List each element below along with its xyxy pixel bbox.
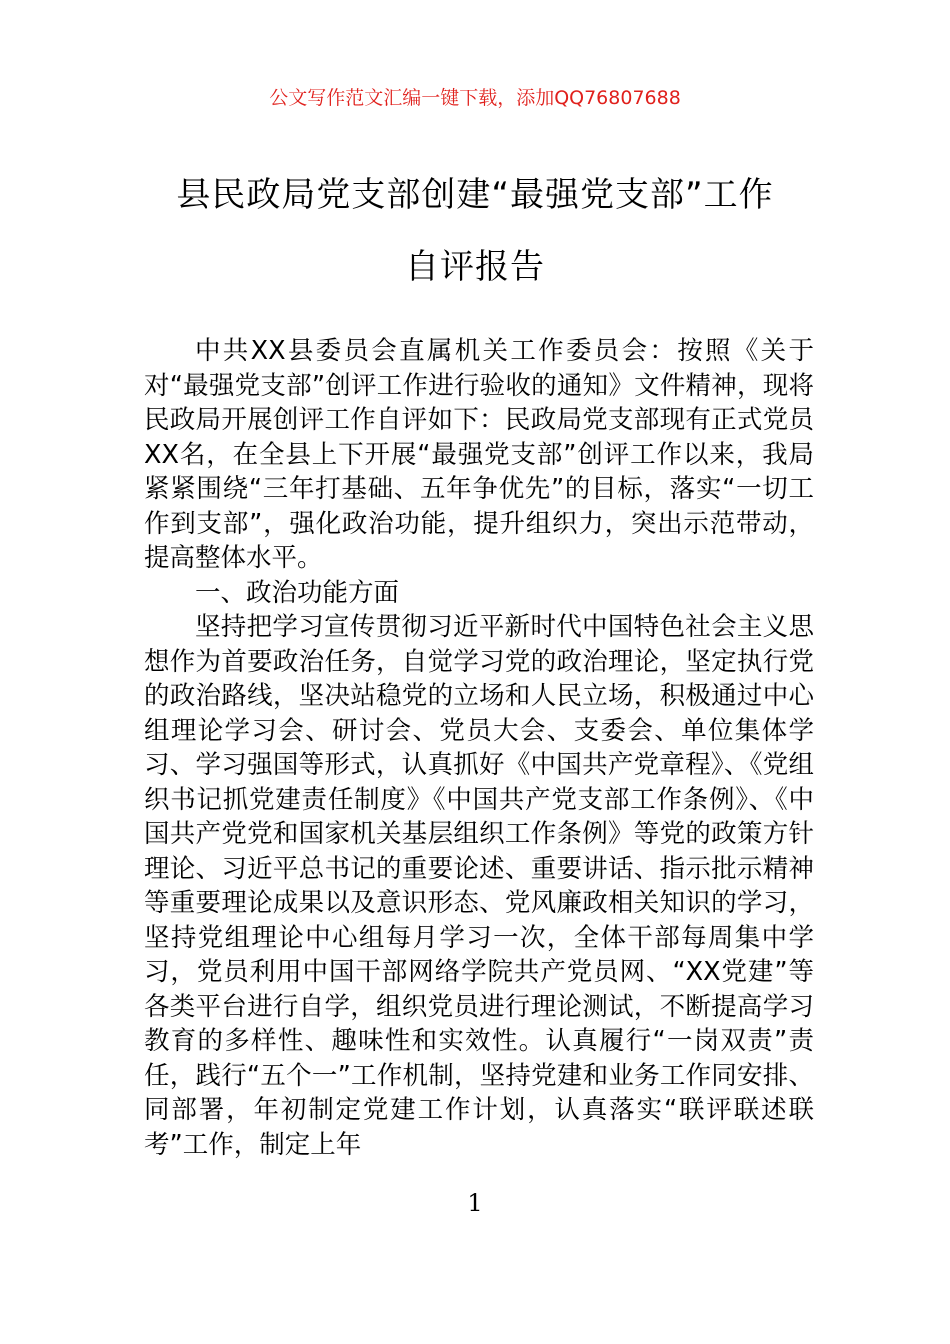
paragraph-intro: 中共XX县委员会直属机关工作委员会：按照《关于对“最强党支部”创评工作进行验收的通知》文件精神，现将民政局开展创评工作自评如下：民政局党支部现有正式党员XX名，在全县上下开展“最强党支部”创评工作以来，我局紧紧围绕“三年打基础、五年争优先”的目标，落实“一切工作到支部”，强化政治功能，提升组织力，突出示范带动，提高整体水平。 [144,336,814,573]
document-body [144,334,814,1162]
page-number: 1 [467,1189,483,1217]
section-heading-political-function: 一、政治功能方面 [195,577,400,608]
document-title-line-2: 自评报告 [405,247,545,287]
download-notice: 公文写作范文汇编一键下载，添加QQ76807688 [269,87,681,109]
document-title-line-1: 县民政局党支部创建“最强党支部”工作 [176,175,774,215]
paragraph-political-function: 坚持把学习宣传贯彻习近平新时代中国特色社会主义思想作为首要政治任务，自觉学习党的政治理论，坚定执行党的政治路线，坚决站稳党的立场和人民立场，积极通过中心组理论学习会、研讨会、党员大会、支委会、单位集体学习、学习强国等形式，认真抓好《中国共产党章程》、《党组织书记抓党建责任制度》《中国共产党支部工作条例》、《中国共产党党和国家机关基层组织工作条例》等党的政策方针理论、习近平总书记的重要论述、重要讲话、指示批示精神等重要理论成果以及意识形态、党风廉政相关知识的学习，坚持党组理论中心组每月学习一次，全体干部每周集中学习，党员利用中国干部网络学院共产党员网、“XX党建”等各类平台进行自学，组织党员进行理论测试，不断提高学习教育的多样性、趣味性和实效性。认真履行“一岗双责”责任，践行“五个一”工作机制，坚持党建和业务工作同安排、同部署，年初制定党建工作计划，认真落实“联评联述联考”工作，制定上年 [144,612,814,1160]
